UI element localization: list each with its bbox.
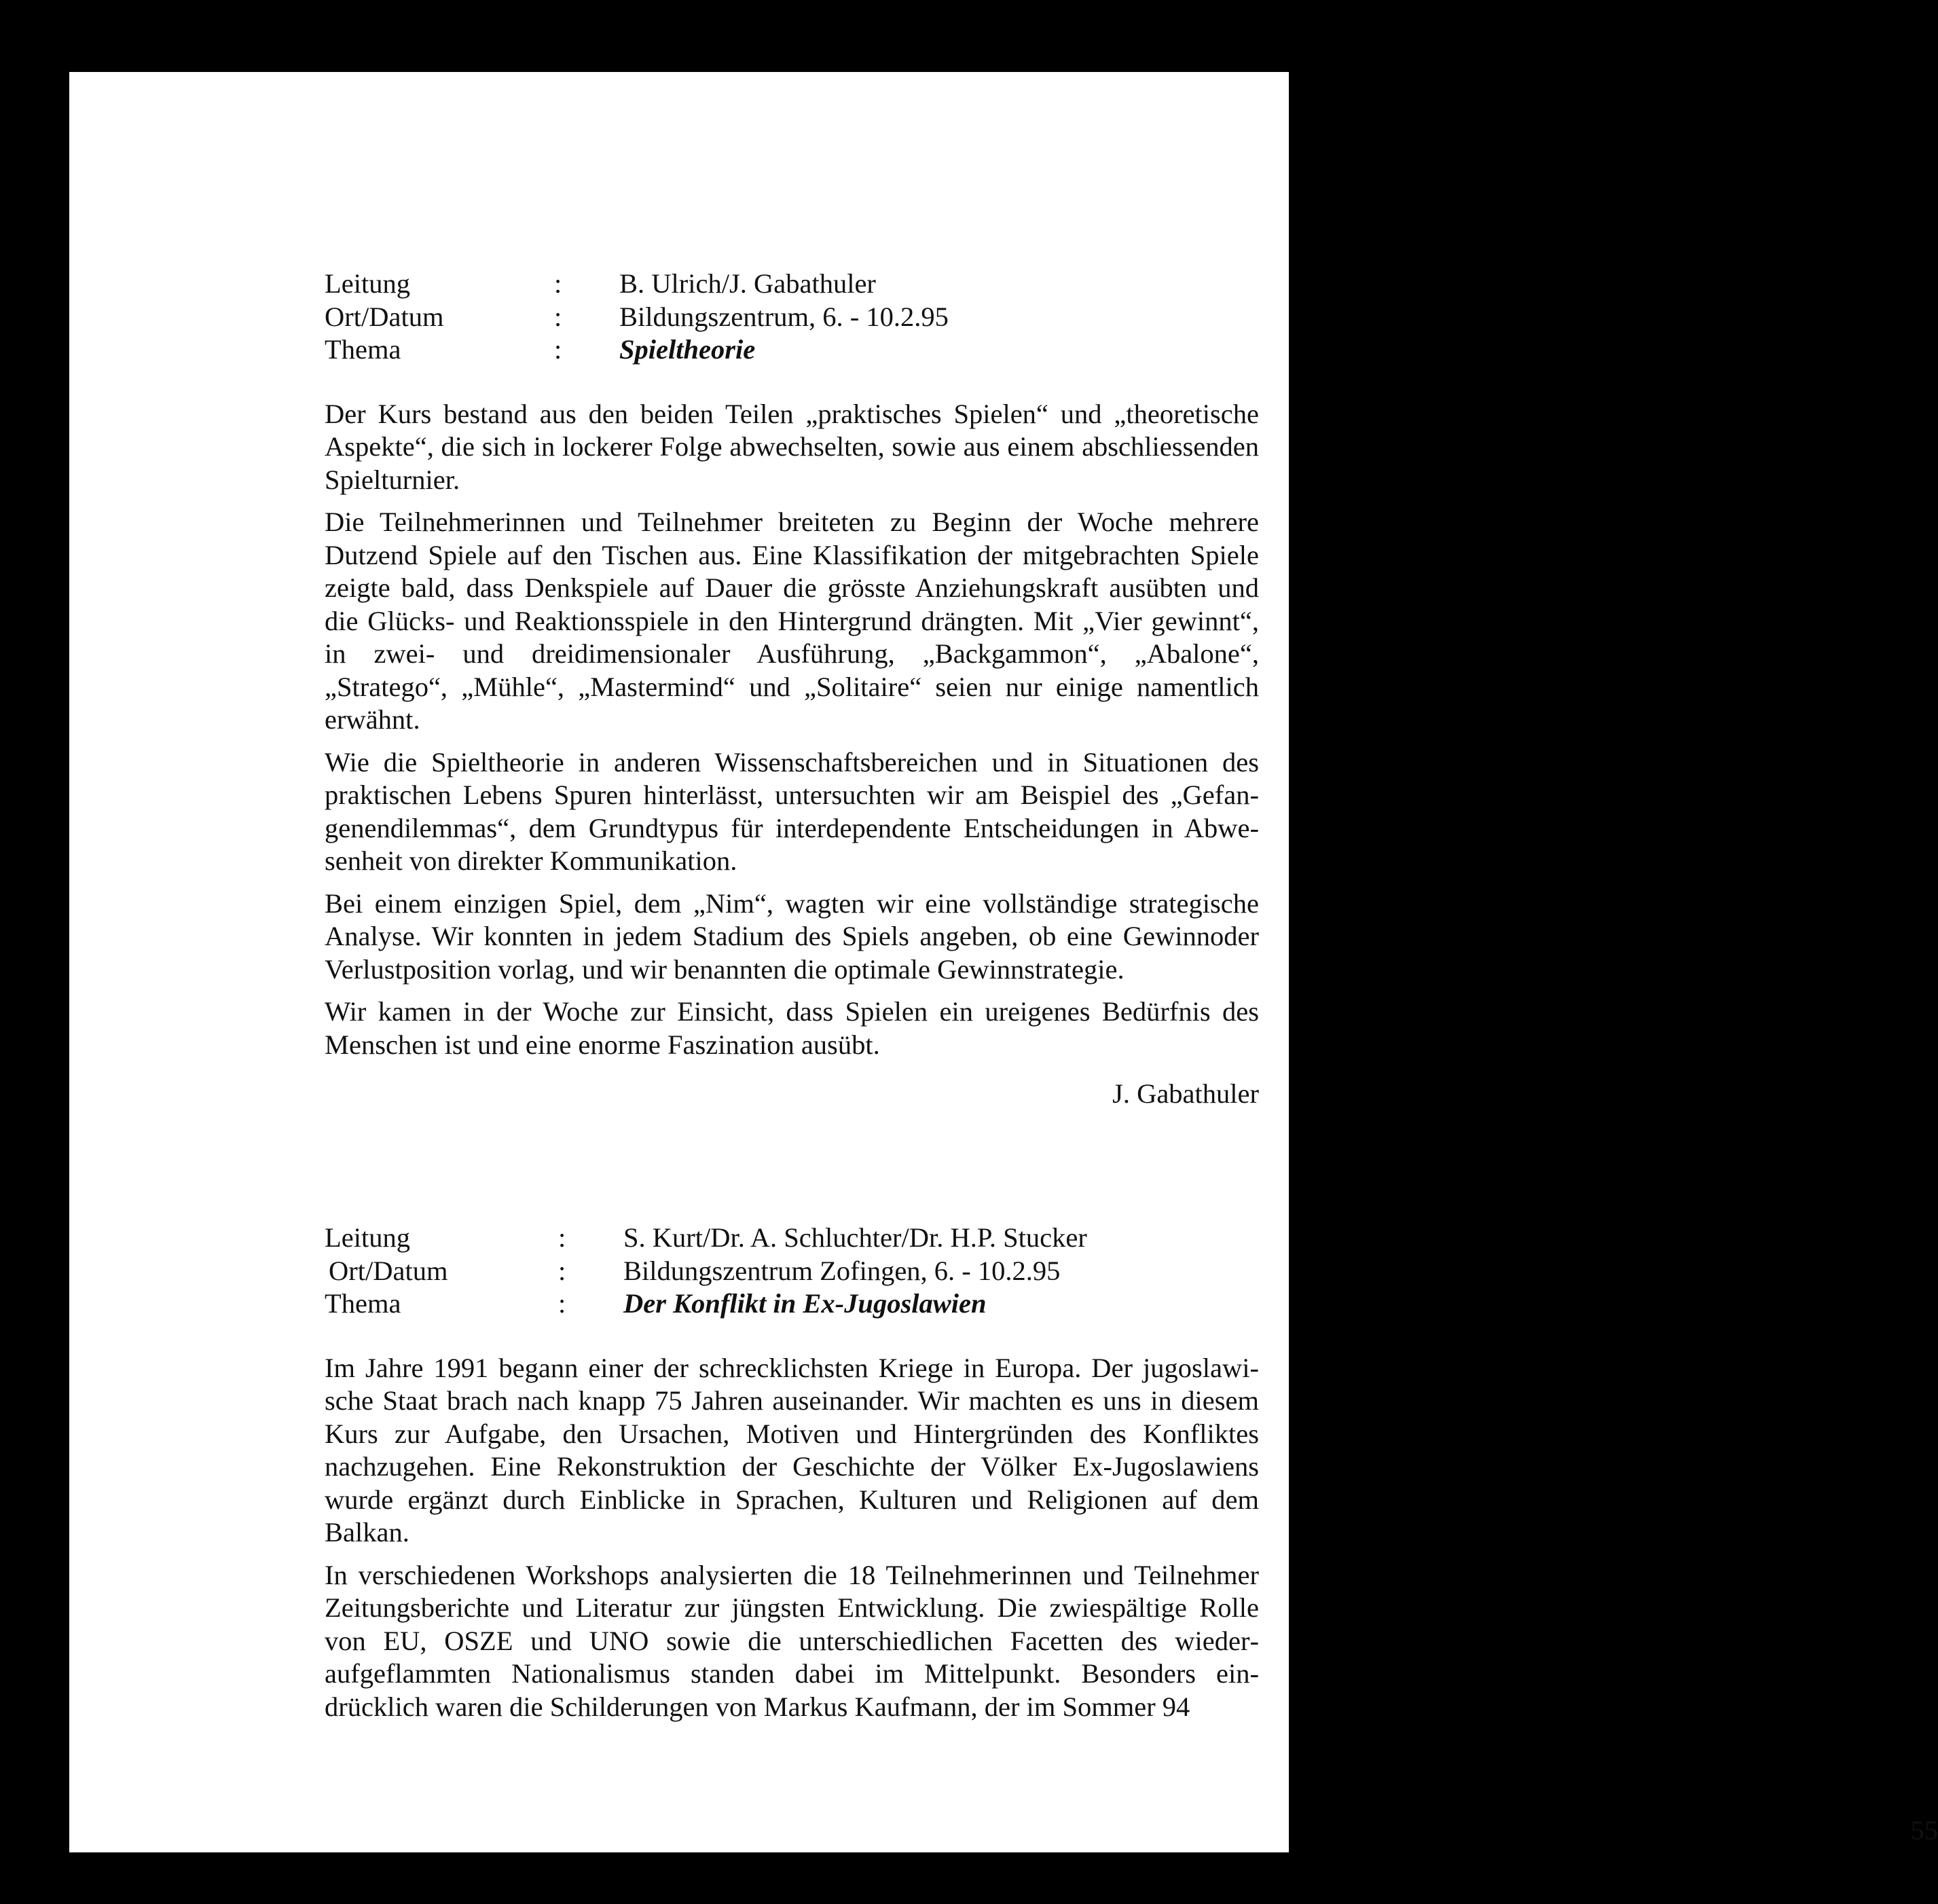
ort-datum-label: Ort/Datum bbox=[329, 1255, 448, 1286]
paragraph: Bei einem einzigen Spiel, dem „Nim“, wagten wir eine vollständige strategische Analyse. Wir konnten in jedem Stadium des Spiels angeben, ob eine Gewinnoder Verlustposition vorlag, und wir benannten die optimale Gewinnstrategie. bbox=[325, 887, 1259, 985]
meta-row-thema bbox=[325, 1287, 1087, 1321]
meta-row-leitung bbox=[325, 268, 949, 301]
leitung-value: B. Ulrich/J. Gabathuler bbox=[619, 268, 876, 299]
meta-row-leitung bbox=[325, 1222, 1087, 1255]
meta-row-ort-datum bbox=[325, 301, 949, 334]
ort-datum-label: Ort/Datum bbox=[325, 301, 444, 332]
thema-label: Thema bbox=[325, 1288, 401, 1319]
document-page bbox=[69, 72, 1938, 1852]
leitung-label: Leitung bbox=[325, 268, 410, 299]
meta-row-thema bbox=[325, 333, 949, 367]
separator: : bbox=[554, 301, 562, 332]
page-number: 55 bbox=[1910, 1815, 1938, 1846]
paragraph: Der Kurs bestand aus den beiden Teilen „praktisches Spielen“ und „theoretische Aspekte“, die sich in lockerer Folge abwechselten, sowie aus einem abschliessenden Spielturnier. bbox=[325, 398, 1259, 495]
paragraph: Die Teilnehmerinnen und Teilnehmer breiteten zu Beginn der Woche mehrere Dutzend Spiele auf den Tischen aus. Eine Klassifikation der mitgebrachten Spiele zeigte bald, dass Denkspiele auf Dauer die grösste Anziehungskraft ausübten und die Glücks- und Reaktionsspiele in den Hintergrund drängten. Mit „Vier gewinnt“, in zwei- und dreidimensionaler Ausführung, „Backgammon“, „Abalone“, „Stratego“, „Mühle“, „Mastermind“ und „Solitaire“ seien nur einige namentlich erwähnt. bbox=[325, 507, 1259, 735]
course-section-spieltheorie bbox=[325, 268, 1259, 1111]
leitung-label: Leitung bbox=[325, 1222, 410, 1253]
course-body bbox=[325, 1352, 1259, 1724]
course-meta-table bbox=[325, 1222, 1087, 1321]
paragraph: Im Jahre 1991 begann einer der schrecklichsten Kriege in Europa. Der jugoslawische Staat brach nach knapp 75 Jahren auseinander. Wir machten es uns in diesem Kurs zur Aufgabe, den Ursachen, Motiven und Hintergründen des Konfliktes nachzugehen. Eine Rekonstruktion der Geschichte der Völker Ex-Jugoslawiens wurde ergänzt durch Einblicke in Sprachen, Kulturen und Religionen auf dem Balkan. bbox=[325, 1352, 1259, 1548]
thema-label: Thema bbox=[325, 334, 401, 365]
separator: : bbox=[558, 1288, 566, 1319]
course-meta-table bbox=[325, 268, 949, 367]
ort-datum-value: Bildungszentrum, 6. - 10.2.95 bbox=[619, 301, 949, 332]
course-body bbox=[325, 398, 1259, 1111]
separator: : bbox=[558, 1255, 566, 1286]
paragraph: In verschiedenen Workshops analysierten die 18 Teilnehmerinnen und Teilnehmer Zeitungsberichte und Literatur zur jüngsten Entwicklung. Die zwiespältige Rolle von EU, OSZE und UNO sowie die unterschiedlichen Facetten des wiederaufgeflammten Nationalismus standen dabei im Mittelpunkt. Besonders eindrücklich waren die Schilderungen von Markus Kaufmann, der im Sommer 94 bbox=[325, 1559, 1259, 1722]
paragraph: Wie die Spieltheorie in anderen Wissenschaftsbereichen und in Situationen des praktischen Lebens Spuren hinterlässt, untersuchten wir am Beispiel des „Gefangenendilemmas“, dem Grundtypus für interdependente Entscheidungen in Abwesenheit von direkter Kommunikation. bbox=[325, 746, 1259, 876]
thema-value: Der Konflikt in Ex-Jugoslawien bbox=[623, 1288, 987, 1319]
thema-value: Spieltheorie bbox=[619, 334, 756, 365]
paragraph: Wir kamen in der Woche zur Einsicht, dass Spielen ein ureigenes Bedürfnis des Menschen ist und eine enorme Faszination ausübt. bbox=[325, 996, 1259, 1060]
separator: : bbox=[554, 334, 562, 365]
separator: : bbox=[554, 268, 562, 299]
course-section-ex-jugoslawien bbox=[325, 1222, 1259, 1733]
separator: : bbox=[558, 1222, 566, 1253]
author-signature: J. Gabathuler bbox=[1112, 1078, 1259, 1109]
ort-datum-value: Bildungszentrum Zofingen, 6. - 10.2.95 bbox=[623, 1255, 1061, 1286]
leitung-value: S. Kurt/Dr. A. Schluchter/Dr. H.P. Stucker bbox=[623, 1222, 1087, 1253]
meta-row-ort-datum bbox=[325, 1255, 1087, 1288]
